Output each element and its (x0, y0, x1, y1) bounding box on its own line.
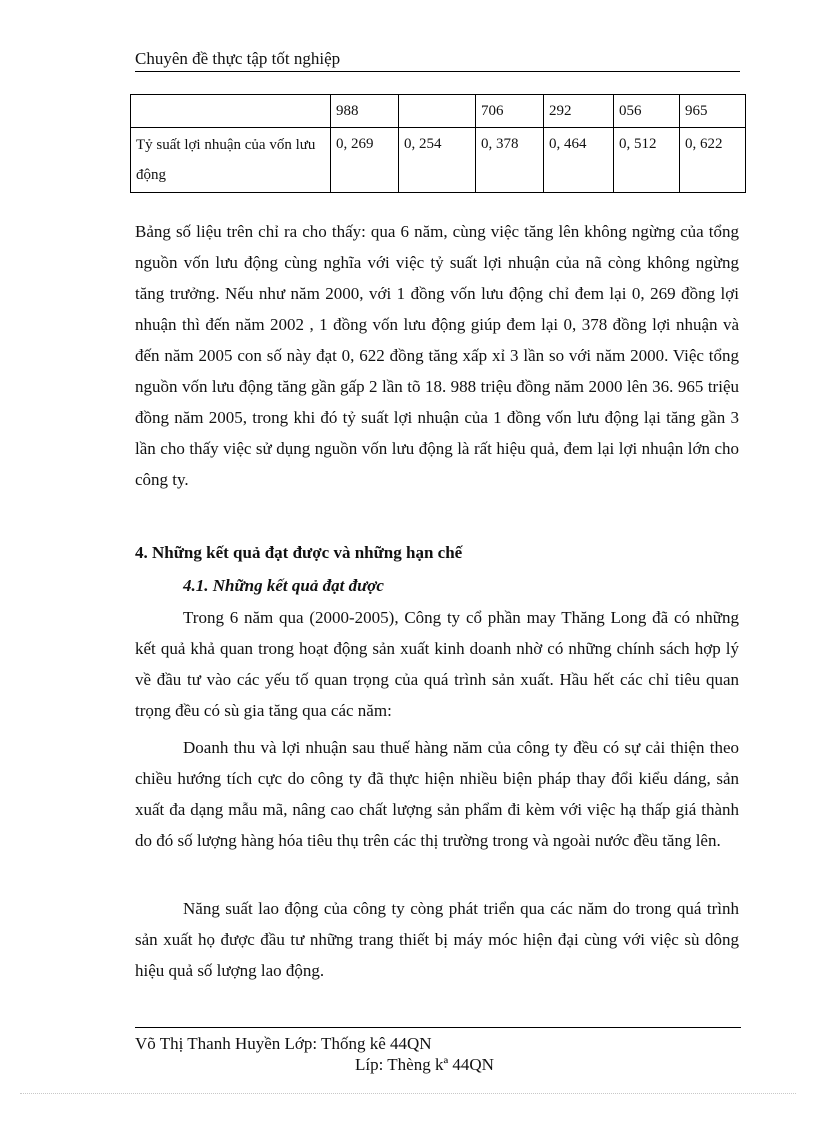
footer-divider (135, 1027, 741, 1028)
paragraph-revenue: Doanh thu và lợi nhuận sau thuế hàng năm của công ty đều có sự cải thiện theo chiều hướng tích cực do công ty đã thực hiện nhiều biện pháp thay đổi kiểu dáng, sản xuất đa dạng mẫu mã, nâng cao chất lượng sản phẩm đi kèm với việc hạ thấp giá thành do đó số lượng hàng hóa tiêu thụ trên các thị trường trong và ngoài nước đều tăng lên. (135, 738, 739, 850)
paragraph-productivity: Năng suất lao động của công ty còng phát triển qua các năm do trong quá trình sản xuất họ được đầu tư những trang thiết bị máy móc hiện đại cùng với việc sù dông hiệu quả số lượng lao động. (135, 899, 739, 980)
paragraph-table-analysis: Bảng số liệu trên chỉ ra cho thấy: qua 6 năm, cùng việc tăng lên không ngừng của tổng nguồn vốn lưu động cùng nghĩa với việc tỷ suất lợi nhuận của nã còng không ngừng tăng trưởng. Nếu như năm 2000, với 1 đồng vốn lưu động chỉ đem lại 0, 269 đồng lợi nhuận thì đến năm 2002 , 1 đồng vốn lưu động giúp đem lại 0, 378 đồng lợi nhuận và đến năm 2005 con số này đạt 0, 622 đồng tăng xấp xỉ 3 lần so với năm 2000. Việc tổng nguồn vốn lưu động tăng gần gấp 2 lần tõ 18. 988 triệu đồng năm 2000 lên 36. 965 triệu đồng năm 2005, trong khi đó tỷ suất lợi nhuận của 1 đồng vốn lưu động lại tăng gần 3 lần cho thấy việc sử dụng nguồn vốn lưu động là rất hiệu quả, đem lại lợi nhuận lớn cho công ty. (135, 222, 739, 489)
subsection-heading: 4.1. Những kết quả đạt được (183, 576, 384, 595)
table-cell: 056 (614, 95, 680, 128)
table-row-label: Tỷ suất lợi nhuận của vốn lưu động (131, 128, 331, 193)
table-cell: 965 (680, 95, 746, 128)
paragraph-results-intro: Trong 6 năm qua (2000-2005), Công ty cổ phần may Thăng Long đã có những kết quả khả quan trong hoạt động sản xuất kinh doanh nhờ có những chính sách hợp lý về đầu tư vào các yếu tố quan trọng của quá trình sản xuất. Hầu hết các chỉ tiêu quan trọng đều có sù gia tăng qua các năm: (135, 608, 739, 720)
table-row (131, 128, 746, 193)
page-edge-divider (20, 1093, 796, 1094)
table-cell: 0, 378 (476, 128, 544, 193)
table-cell: 0, 254 (399, 128, 476, 193)
table-cell: 988 (331, 95, 399, 128)
table-cell (131, 95, 331, 128)
table-cell: 0, 622 (680, 128, 746, 193)
data-table (130, 94, 746, 193)
footer-class: Líp: Thèng kª 44QN (355, 1055, 494, 1074)
table-cell: 0, 512 (614, 128, 680, 193)
page-header: Chuyên đề thực tập tốt nghiệp (135, 48, 740, 72)
table-cell: 0, 269 (331, 128, 399, 193)
table-cell: 292 (544, 95, 614, 128)
table-cell: 0, 464 (544, 128, 614, 193)
table-row (131, 95, 746, 128)
section-heading: 4. Những kết quả đạt được và những hạn chế (135, 543, 463, 562)
footer-author: Võ Thị Thanh Huyền Lớp: Thống kê 44QN (135, 1034, 432, 1053)
table-cell: 706 (476, 95, 544, 128)
table-cell (399, 95, 476, 128)
